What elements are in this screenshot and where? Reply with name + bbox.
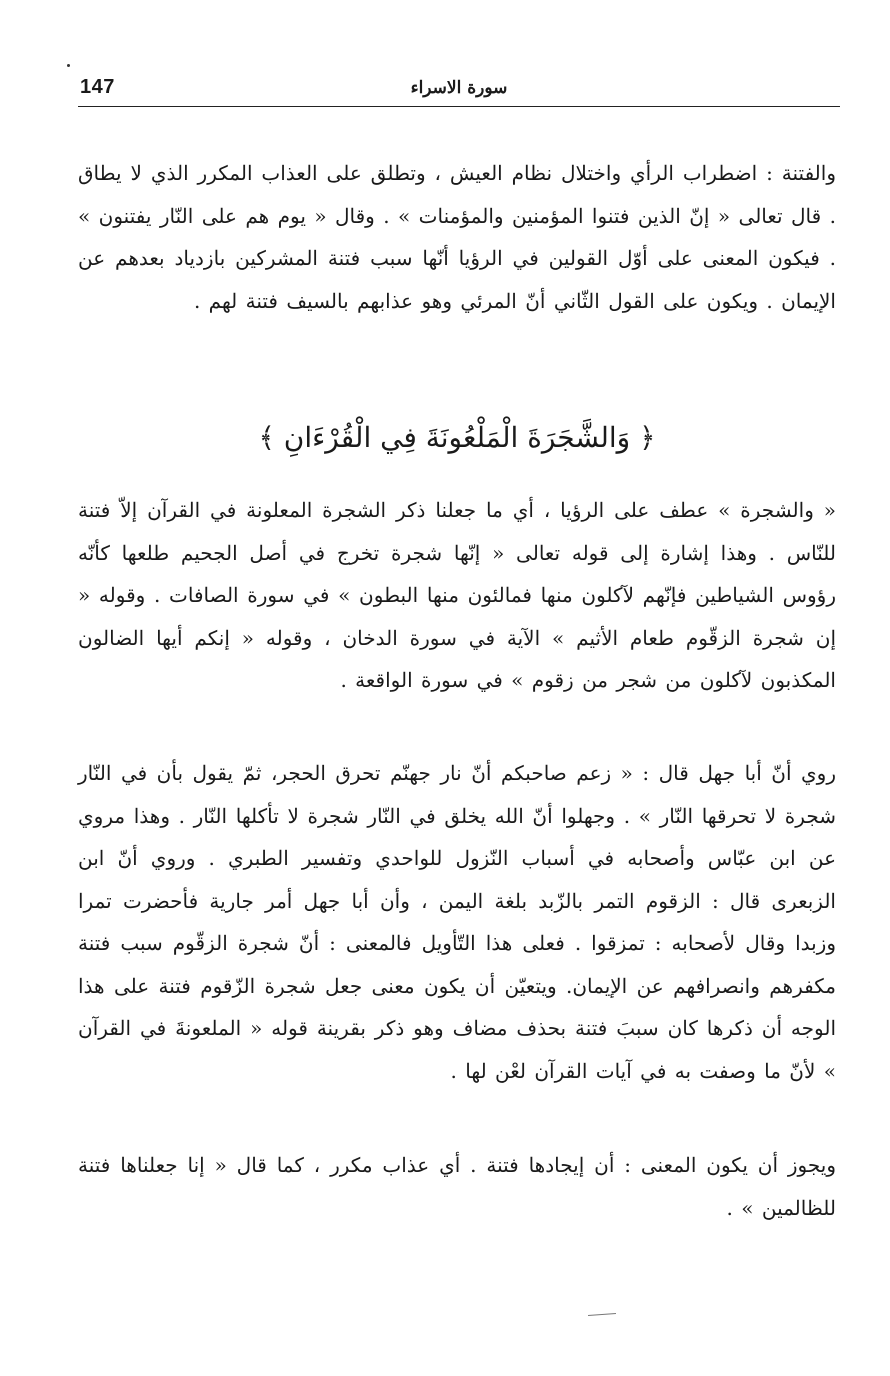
- print-mark: [588, 1313, 616, 1316]
- running-title: سورة الاسراء: [410, 78, 508, 98]
- page-header: [78, 74, 840, 108]
- print-speck: [67, 64, 70, 67]
- paragraph-fitna-definition: والفتنة : اضطراب الرأي واختلال نظام العيش ، وتطلق على العذاب المكرر الذي لا يطاق . قال تعالى « إنّ الذين فتنوا المؤمنين والمؤمنات » . وقال « يوم هم على النّار يفتنون » . فيكون المعنى على أوّل القولين في الرؤيا أنّها سبب فتنة المشركين بازدياد بعدهم عن الإيمان . ويكون على القول الثّاني أنّ المرئي وهو عذابهم بالسيف فتنة لهم .: [78, 161, 836, 313]
- header-rule: [78, 106, 840, 107]
- paragraph-alternative-meaning: ويجوز أن يكون المعنى : أن إيجادها فتنة . أي عذاب مكرر ، كما قال « إنا جعلناها فتنة للظالمين » .: [78, 1153, 836, 1220]
- quranic-verse-heading: ﴿ وَالشَّجَرَةَ الْمَلْعُونَةَ فِي الْقُرْءَانِ ﴾: [258, 421, 656, 454]
- paragraph-cursed-tree: « والشجرة » عطف على الرؤيا ، أي ما جعلنا ذكر الشجرة المعلونة في القرآن إلاّ فتنة للنّاس . وهذا إشارة إلى قوله تعالى « إنّها شجرة تخرج في أصل الجحيم طلعها كأنّه رؤوس الشياطين فإنّهم لآكلون منها فمالئون منها البطون » في سورة الصافات . وقوله « إن شجرة الزقّوم طعام الأثيم » الآية في سورة الدخان ، وقوله « إنكم أيها الضالون المكذبون لآكلون من شجر من زقوم » في سورة الواقعة .: [78, 498, 836, 692]
- page-number: 147: [80, 76, 115, 98]
- paragraph-abu-jahl-narration: روي أنّ أبا جهل قال : « زعم صاحبكم أنّ نار جهنّم تحرق الحجر، ثمّ يقول بأن في النّار شجرة لا تحرقها النّار » . وجهلوا أنّ الله يخلق في النّار شجرة لا تأكلها النّار . وهذا مروي عن ابن عبّاس وأصحابه في أسباب النّزول للواحدي وتفسير الطبري . وروي أنّ ابن الزبعرى قال : الزقوم التمر بالزّبد بلغة اليمن ، وأن أبا جهل أمر جارية فأحضرت تمرا وزبدا وقال لأصحابه : تمزقوا . فعلى هذا التّأويل فالمعنى : أنّ شجرة الزقّوم سبب فتنة مكفرهم وانصرافهم عن الإيمان. ويتعيّن أن يكون معنى جعل شجرة الزّقوم فتنة على هذا الوجه أن ذكرها كان سببَ فتنة بحذف مضاف وهو ذكر بقرينة قوله « الملعونةَ في القرآن » لأنّ ما وصفت به في آيات القرآن لعْن لها .: [78, 761, 837, 1083]
